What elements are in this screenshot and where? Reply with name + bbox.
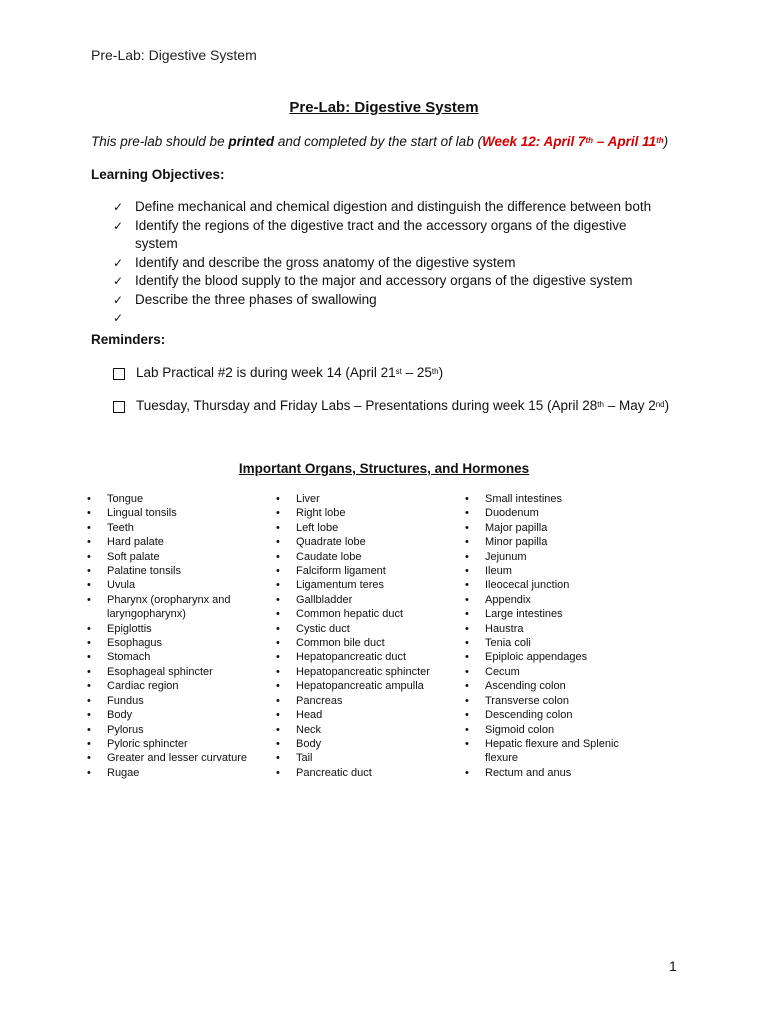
bullet-icon: •	[465, 723, 469, 736]
intro-week-start: Week 12: April 7	[481, 134, 586, 149]
reminder-superscript: st	[395, 367, 402, 376]
organ-list-item	[463, 550, 633, 564]
intro-week-end: – April 11	[593, 134, 657, 149]
organ-list-item	[274, 550, 449, 564]
organ-list-item	[463, 564, 633, 578]
bullet-icon: •	[465, 493, 469, 505]
bullet-icon: •	[87, 550, 91, 563]
bullet-icon: •	[276, 593, 280, 606]
bullet-icon: •	[276, 521, 280, 534]
organ-list-item	[85, 636, 255, 650]
checkmark-icon: ✓	[113, 255, 124, 270]
organ-list-item	[463, 694, 633, 708]
organ-name: Falciform ligament	[296, 565, 386, 578]
intro-sup: th	[656, 136, 664, 145]
organ-name: Hepatopancreatic ampulla	[296, 680, 424, 693]
bullet-icon: •	[276, 579, 280, 592]
reminder-item	[113, 397, 713, 415]
organ-list-item	[274, 694, 449, 708]
organ-name: Transverse colon	[485, 694, 569, 707]
organ-list-item	[463, 679, 633, 693]
organ-name: Hepatopancreatic sphincter	[296, 665, 430, 678]
organ-name: Esophageal sphincter	[107, 665, 213, 678]
organ-name: Large intestines	[485, 608, 563, 621]
organ-name: Appendix	[485, 593, 531, 606]
organ-list-item	[85, 751, 255, 765]
bullet-icon: •	[465, 521, 469, 534]
bullet-icon: •	[276, 550, 280, 563]
organ-list-item	[463, 506, 633, 520]
bullet-icon: •	[465, 593, 469, 606]
checkmark-icon: ✓	[113, 292, 124, 307]
bullet-icon: •	[87, 752, 91, 765]
organ-list-item	[274, 521, 449, 535]
organ-list-item	[463, 737, 633, 766]
organ-list-item	[85, 506, 255, 520]
objective-text: Describe the three phases of swallowing	[135, 291, 377, 307]
bullet-icon: •	[276, 665, 280, 678]
bullet-icon: •	[276, 752, 280, 765]
organ-list-item	[85, 723, 255, 737]
organ-list-item	[463, 636, 633, 650]
objective-item	[113, 254, 673, 273]
organ-name: Ileocecal junction	[485, 579, 570, 592]
organ-list-item	[274, 593, 449, 607]
bullet-icon: •	[276, 536, 280, 549]
intro-close: )	[663, 134, 669, 149]
organ-name: Pharynx (oropharynx and laryngopharynx)	[107, 593, 231, 621]
organ-name: Haustra	[485, 622, 524, 635]
organ-list-item	[85, 550, 255, 564]
reminder-item	[113, 364, 713, 382]
bullet-icon: •	[465, 637, 469, 650]
organ-name: Epiglottis	[107, 622, 152, 635]
bullet-icon: •	[87, 709, 91, 722]
organ-name: Major papilla	[485, 521, 548, 534]
bullet-icon: •	[465, 550, 469, 563]
organ-name: Greater and lesser curvature	[107, 752, 248, 765]
organ-list-item	[274, 578, 449, 592]
objective-item	[113, 272, 673, 291]
organ-name: Ligamentum teres	[296, 579, 385, 592]
bullet-icon: •	[87, 723, 91, 736]
organ-list-item	[85, 766, 255, 780]
organ-name: Sigmoid colon	[485, 723, 555, 736]
organ-name: Stomach	[107, 651, 151, 664]
intro-week-red	[482, 134, 664, 149]
organ-name: Common hepatic duct	[296, 608, 403, 621]
organ-name: Common bile duct	[296, 637, 385, 650]
organ-name: Tongue	[107, 493, 144, 505]
bullet-icon: •	[276, 507, 280, 520]
organ-name: Ileum	[485, 565, 512, 578]
bullet-icon: •	[465, 737, 469, 750]
bullet-icon: •	[87, 651, 91, 664]
organ-name: Esophagus	[107, 637, 163, 650]
objective-item	[113, 198, 673, 217]
organ-list-item	[85, 622, 255, 636]
objectives-list	[113, 198, 673, 328]
organ-name: Gallbladder	[296, 593, 353, 606]
checkmark-icon: ✓	[113, 274, 124, 288]
organ-list-item	[85, 521, 255, 535]
organ-list-item	[274, 506, 449, 520]
organ-list-item	[463, 578, 633, 592]
bullet-icon: •	[465, 622, 469, 635]
bullet-icon: •	[465, 680, 469, 693]
organ-list-item	[85, 578, 255, 592]
organs-column-1	[85, 492, 255, 780]
reminder-text-part: )	[664, 398, 670, 413]
organ-name: Lingual tonsils	[107, 507, 177, 520]
bullet-icon: •	[465, 766, 469, 779]
organs-section-title: Important Organs, Structures, and Hormones	[238, 461, 530, 476]
organ-name: Tail	[296, 752, 313, 765]
bullet-icon: •	[465, 579, 469, 592]
bullet-icon: •	[87, 565, 91, 578]
organ-name: Duodenum	[485, 507, 539, 520]
bullet-icon: •	[87, 507, 91, 520]
organ-list-item	[274, 751, 449, 765]
bullet-icon: •	[276, 637, 280, 650]
page-number: 1	[669, 958, 677, 974]
objective-text: Define mechanical and chemical digestion and distinguish the difference between both	[135, 199, 652, 214]
organ-list-item	[274, 723, 449, 737]
organ-name: Minor papilla	[485, 536, 548, 549]
organ-list-item	[85, 650, 255, 664]
bullet-icon: •	[276, 622, 280, 635]
bullet-icon: •	[87, 737, 91, 750]
bullet-icon: •	[465, 536, 469, 549]
organ-name: Pancreatic duct	[296, 766, 372, 779]
bullet-icon: •	[276, 493, 280, 505]
organ-name: Caudate lobe	[296, 550, 362, 563]
organ-name: Body	[107, 709, 133, 722]
objective-text	[135, 309, 673, 328]
organ-list-item	[463, 766, 633, 780]
bullet-icon: •	[276, 737, 280, 750]
organ-name: Hard palate	[107, 536, 164, 549]
bullet-icon: •	[276, 651, 280, 664]
organ-name: Cardiac region	[107, 680, 179, 693]
organ-name: Right lobe	[296, 507, 346, 520]
reminder-text	[136, 397, 669, 415]
bullet-icon: •	[465, 507, 469, 520]
organ-list-item	[274, 766, 449, 780]
objective-text: Identify the blood supply to the major and accessory organs of the digestive system	[135, 273, 633, 288]
organ-list-item	[85, 564, 255, 578]
bullet-icon: •	[87, 493, 91, 505]
organ-name: Palatine tonsils	[107, 565, 181, 578]
bullet-icon: •	[87, 680, 91, 693]
page-title: Pre-Lab: Digestive System	[289, 99, 479, 116]
organ-list-item	[85, 535, 255, 549]
organ-list-item	[85, 593, 255, 622]
organ-name: Pyloric sphincter	[107, 737, 188, 750]
bullet-icon: •	[276, 608, 280, 621]
organ-list-item	[274, 679, 449, 693]
bullet-icon: •	[87, 665, 91, 678]
organ-list-item	[274, 607, 449, 621]
organ-name: Rugae	[107, 766, 140, 779]
bullet-icon: •	[87, 593, 91, 606]
organ-list-item	[85, 679, 255, 693]
reminder-text-part: – 25	[401, 365, 432, 380]
organ-name: Hepatopancreatic duct	[296, 651, 407, 664]
organ-name: Cystic duct	[296, 622, 350, 635]
organ-list-item	[463, 535, 633, 549]
bullet-icon: •	[276, 709, 280, 722]
organ-list-item	[85, 737, 255, 751]
organ-list-item	[274, 492, 449, 506]
reminder-text-part: – May 2	[603, 398, 656, 413]
checkbox-square-icon	[113, 368, 125, 380]
bullet-icon: •	[465, 565, 469, 578]
organ-name: Fundus	[107, 694, 144, 707]
organ-list-item	[463, 650, 633, 664]
objective-text: Identify the regions of the digestive tract and the accessory organs of the digestive system	[135, 217, 627, 251]
bullet-icon: •	[87, 579, 91, 592]
organs-column-2	[274, 492, 449, 780]
organ-name: Pylorus	[107, 723, 144, 736]
organs-column-3	[463, 492, 633, 780]
bullet-icon: •	[276, 565, 280, 578]
objective-text: Identify and describe the gross anatomy of the digestive system	[135, 254, 516, 270]
organ-list-item	[85, 694, 255, 708]
organ-list-item	[274, 650, 449, 664]
bullet-icon: •	[87, 766, 91, 779]
organ-name: Hepatic flexure and Splenic flexure	[485, 737, 619, 765]
checkmark-icon: ✓	[113, 311, 124, 325]
organ-name: Tenia coli	[485, 637, 531, 650]
organ-name: Quadrate lobe	[296, 536, 366, 549]
organ-name: Descending colon	[485, 709, 573, 722]
reminder-text-part: )	[438, 365, 444, 380]
intro-text-2: and completed by the start of lab (	[274, 134, 482, 149]
bullet-icon: •	[87, 694, 91, 707]
organ-list-item	[85, 708, 255, 722]
intro-printed: printed	[228, 134, 275, 149]
organ-list-item	[463, 723, 633, 737]
organ-list-item	[274, 622, 449, 636]
bullet-icon: •	[276, 680, 280, 693]
organ-name: Body	[296, 737, 322, 750]
organ-list-item	[274, 564, 449, 578]
reminder-text	[136, 364, 443, 382]
objective-item	[113, 291, 673, 310]
bullet-icon: •	[276, 694, 280, 707]
learning-objectives-heading: Learning Objectives:	[91, 167, 225, 182]
checkmark-icon: ✓	[113, 218, 124, 233]
organ-list-item	[463, 492, 633, 506]
organ-name: Ascending colon	[485, 680, 566, 693]
organ-name: Left lobe	[296, 521, 339, 534]
reminder-text-part: Lab Practical #2 is during week 14 (April 21	[136, 365, 396, 380]
running-header: Pre-Lab: Digestive System	[91, 47, 257, 63]
organ-name: Neck	[296, 723, 322, 736]
organ-list-item	[463, 607, 633, 621]
organ-list-item	[463, 593, 633, 607]
bullet-icon: •	[465, 608, 469, 621]
organ-list-item	[85, 665, 255, 679]
reminder-superscript: th	[431, 367, 439, 376]
bullet-icon: •	[87, 622, 91, 635]
organ-name: Uvula	[107, 579, 136, 592]
intro-text: This pre-lab should be	[91, 134, 229, 149]
organ-list-item	[274, 665, 449, 679]
organ-list-item	[463, 622, 633, 636]
organ-name: Pancreas	[296, 694, 343, 707]
organ-list-item	[274, 535, 449, 549]
bullet-icon: •	[276, 723, 280, 736]
reminder-superscript: th	[597, 400, 604, 409]
organ-name: Cecum	[485, 665, 520, 678]
reminders-heading: Reminders:	[91, 332, 166, 347]
bullet-icon: •	[87, 521, 91, 534]
organ-name: Small intestines	[485, 493, 563, 505]
reminder-text-part: Tuesday, Thursday and Friday Labs – Presentations during week 15 (April 28	[136, 398, 598, 413]
organ-name: Teeth	[107, 521, 134, 534]
bullet-icon: •	[87, 637, 91, 650]
bullet-icon: •	[465, 709, 469, 722]
organ-name: Epiploic appendages	[485, 651, 588, 664]
intro-paragraph	[91, 134, 668, 149]
organ-list-item	[274, 636, 449, 650]
checkbox-square-icon	[113, 401, 125, 413]
organ-name: Jejunum	[485, 550, 527, 563]
organ-name: Rectum and anus	[485, 766, 572, 779]
objective-item	[113, 217, 673, 254]
checkmark-icon: ✓	[113, 200, 124, 214]
organ-list-item	[463, 521, 633, 535]
organ-list-item	[463, 665, 633, 679]
organ-list-item	[274, 737, 449, 751]
intro-sup: th	[585, 136, 594, 145]
organ-name: Head	[296, 709, 323, 722]
bullet-icon: •	[87, 536, 91, 549]
organ-name: Soft palate	[107, 550, 160, 563]
organ-name: Liver	[296, 493, 320, 505]
reminder-superscript: nd	[655, 400, 665, 409]
organ-list-item	[85, 492, 255, 506]
bullet-icon: •	[465, 651, 469, 664]
bullet-icon: •	[276, 766, 280, 779]
organ-list-item	[274, 708, 449, 722]
objective-item	[113, 309, 673, 328]
bullet-icon: •	[465, 694, 469, 707]
bullet-icon: •	[465, 665, 469, 678]
organ-list-item	[463, 708, 633, 722]
